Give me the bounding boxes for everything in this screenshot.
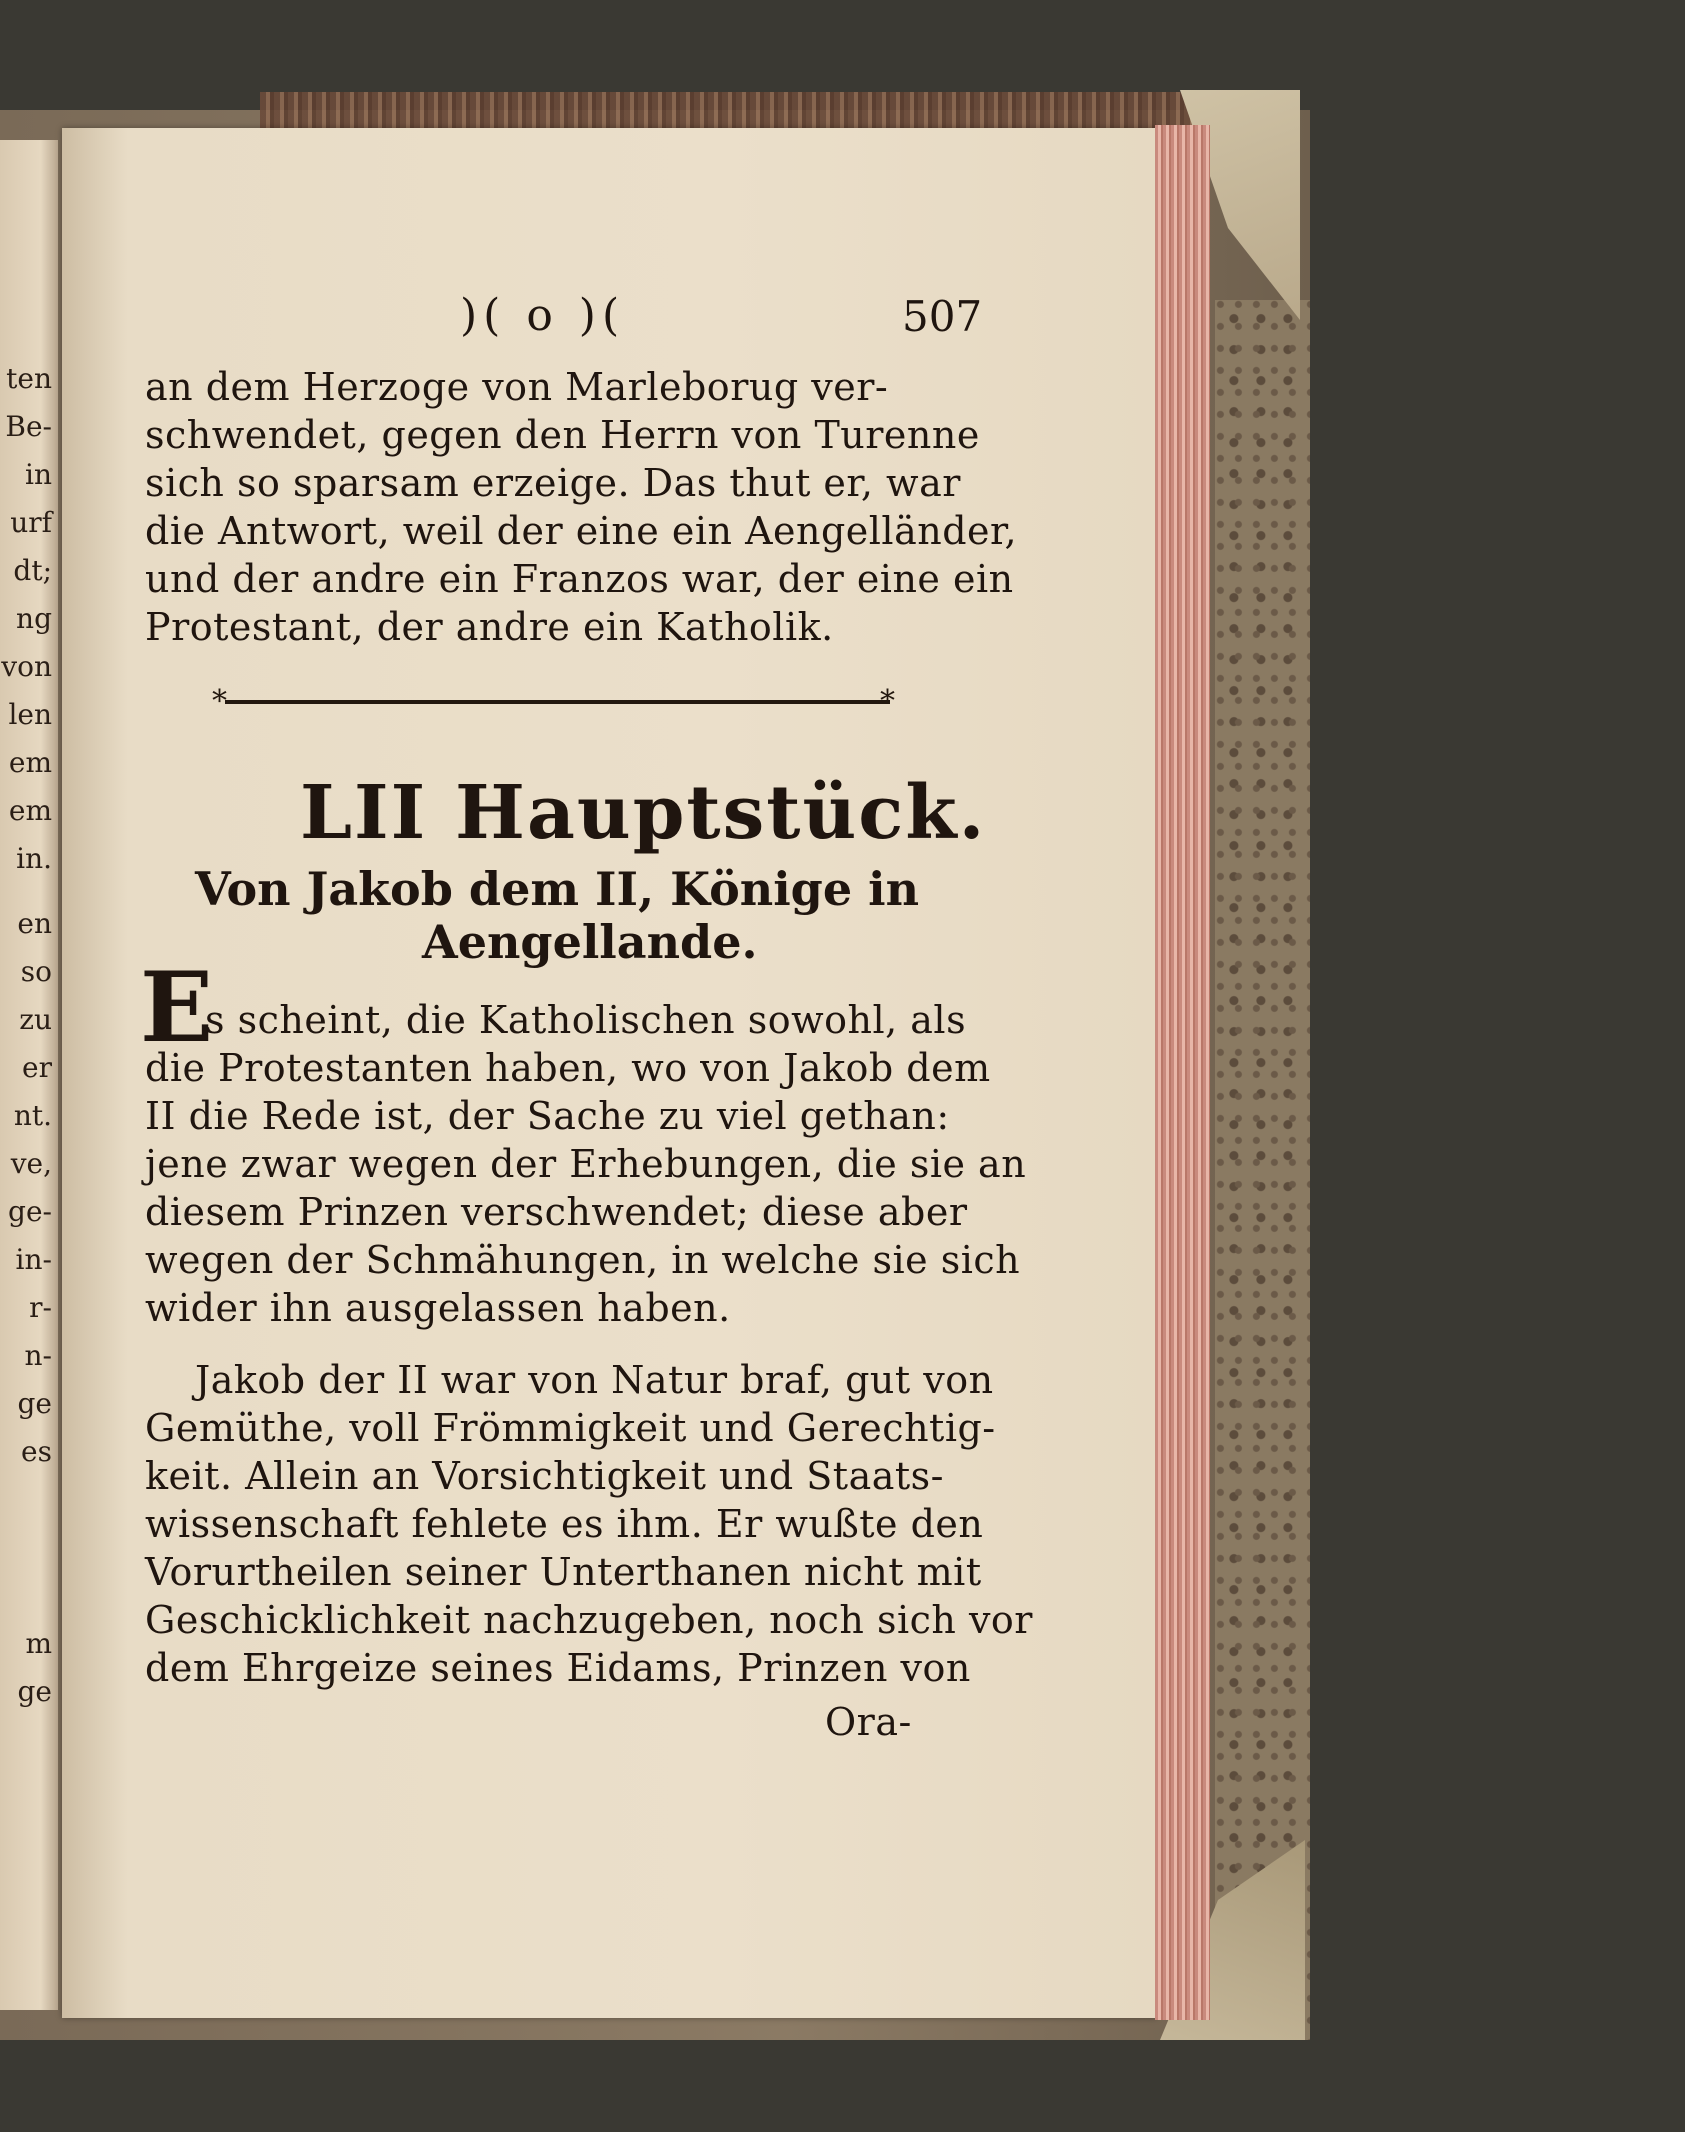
left-page-fragment: n- — [24, 1339, 52, 1372]
text-line: und der andre ein Franzos war, der eine ein — [145, 557, 1014, 601]
text-line: an dem Herzoge von Marleborug ver- — [145, 365, 889, 409]
text-line: sich so sparsam erzeige. Das thut er, war — [145, 461, 961, 505]
catchword: Ora- — [825, 1700, 912, 1744]
left-page-fragment: es — [21, 1435, 52, 1468]
running-header-ornament: )( o )( — [460, 290, 626, 341]
divider-star-right: * — [880, 684, 895, 719]
left-page-fragment: er — [22, 1051, 52, 1084]
left-page-fragment: ge — [17, 1675, 52, 1708]
text-line: dem Ehrgeize seines Eidams, Prinzen von — [145, 1646, 971, 1690]
left-page-fragment: in- — [15, 1243, 52, 1276]
drop-capital: E — [140, 951, 214, 1064]
left-page-fragment: em — [8, 794, 52, 827]
text-line: Protestant, der andre ein Katholik. — [145, 605, 834, 649]
left-page-fragment: m — [25, 1627, 52, 1660]
text-line: Geschicklichkeit nachzugeben, noch sich vor — [145, 1598, 1033, 1642]
left-page-fragment: ve, — [10, 1147, 52, 1180]
left-page-fragment: em — [8, 746, 52, 779]
left-page-fragment: nt. — [13, 1099, 52, 1132]
left-page-fragment: ge- — [8, 1195, 52, 1228]
left-page-fragment: urf — [10, 506, 52, 539]
left-page-fragment: ge — [17, 1387, 52, 1420]
left-page-fragment: ng — [16, 602, 52, 635]
left-page-fragment: so — [20, 955, 52, 988]
text-line: Gemüthe, voll Frömmigkeit und Gerechtig- — [145, 1406, 996, 1450]
text-line: s scheint, die Katholischen sowohl, als — [205, 998, 967, 1042]
chapter-subtitle-line1: Von Jakob dem II, Könige in — [195, 862, 920, 916]
text-line: wegen der Schmähungen, in welche sie sich — [145, 1238, 1021, 1282]
text-line: Jakob der II war von Natur braf, gut von — [195, 1358, 994, 1402]
text-line: Vorurtheilen seiner Unterthanen nicht mit — [145, 1550, 982, 1594]
page-edges — [1155, 125, 1210, 2020]
left-page-fragment: ten — [6, 362, 52, 395]
text-line: jene zwar wegen der Erhebungen, die sie an — [145, 1142, 1027, 1186]
text-line: II die Rede ist, der Sache zu viel gethan: — [145, 1094, 950, 1138]
text-line: diesem Prinzen verschwendet; diese aber — [145, 1190, 968, 1234]
page-number: 507 — [902, 292, 983, 341]
left-page-fragment: r- — [29, 1291, 52, 1324]
divider-star-left: * — [212, 684, 227, 719]
chapter-title: LII Hauptstück. — [300, 770, 987, 856]
left-page-fragment: in — [25, 458, 52, 491]
text-line: die Antwort, weil der eine ein Aengelländer, — [145, 509, 1018, 553]
chapter-subtitle-line2: Aengellande. — [422, 915, 758, 969]
left-page-fragment: dt; — [13, 554, 52, 587]
left-page-fragment: Be- — [5, 410, 52, 443]
text-line: die Protestanten haben, wo von Jakob dem — [145, 1046, 991, 1090]
left-page-fragment: von — [1, 650, 52, 683]
left-page-fragment: in. — [16, 842, 52, 875]
text-line: keit. Allein an Vorsichtigkeit und Staats- — [145, 1454, 944, 1498]
left-page-fragment: len — [8, 698, 52, 731]
text-line: schwendet, gegen den Herrn von Turenne — [145, 413, 980, 457]
left-page-fragment: en — [17, 907, 52, 940]
cover-marbled-edge — [1215, 300, 1310, 2040]
section-divider — [225, 700, 890, 704]
text-line: wider ihn ausgelassen haben. — [145, 1286, 731, 1330]
text-line: wissenschaft fehlete es ihm. Er wußte den — [145, 1502, 984, 1546]
left-page-fragment: zu — [19, 1003, 52, 1036]
